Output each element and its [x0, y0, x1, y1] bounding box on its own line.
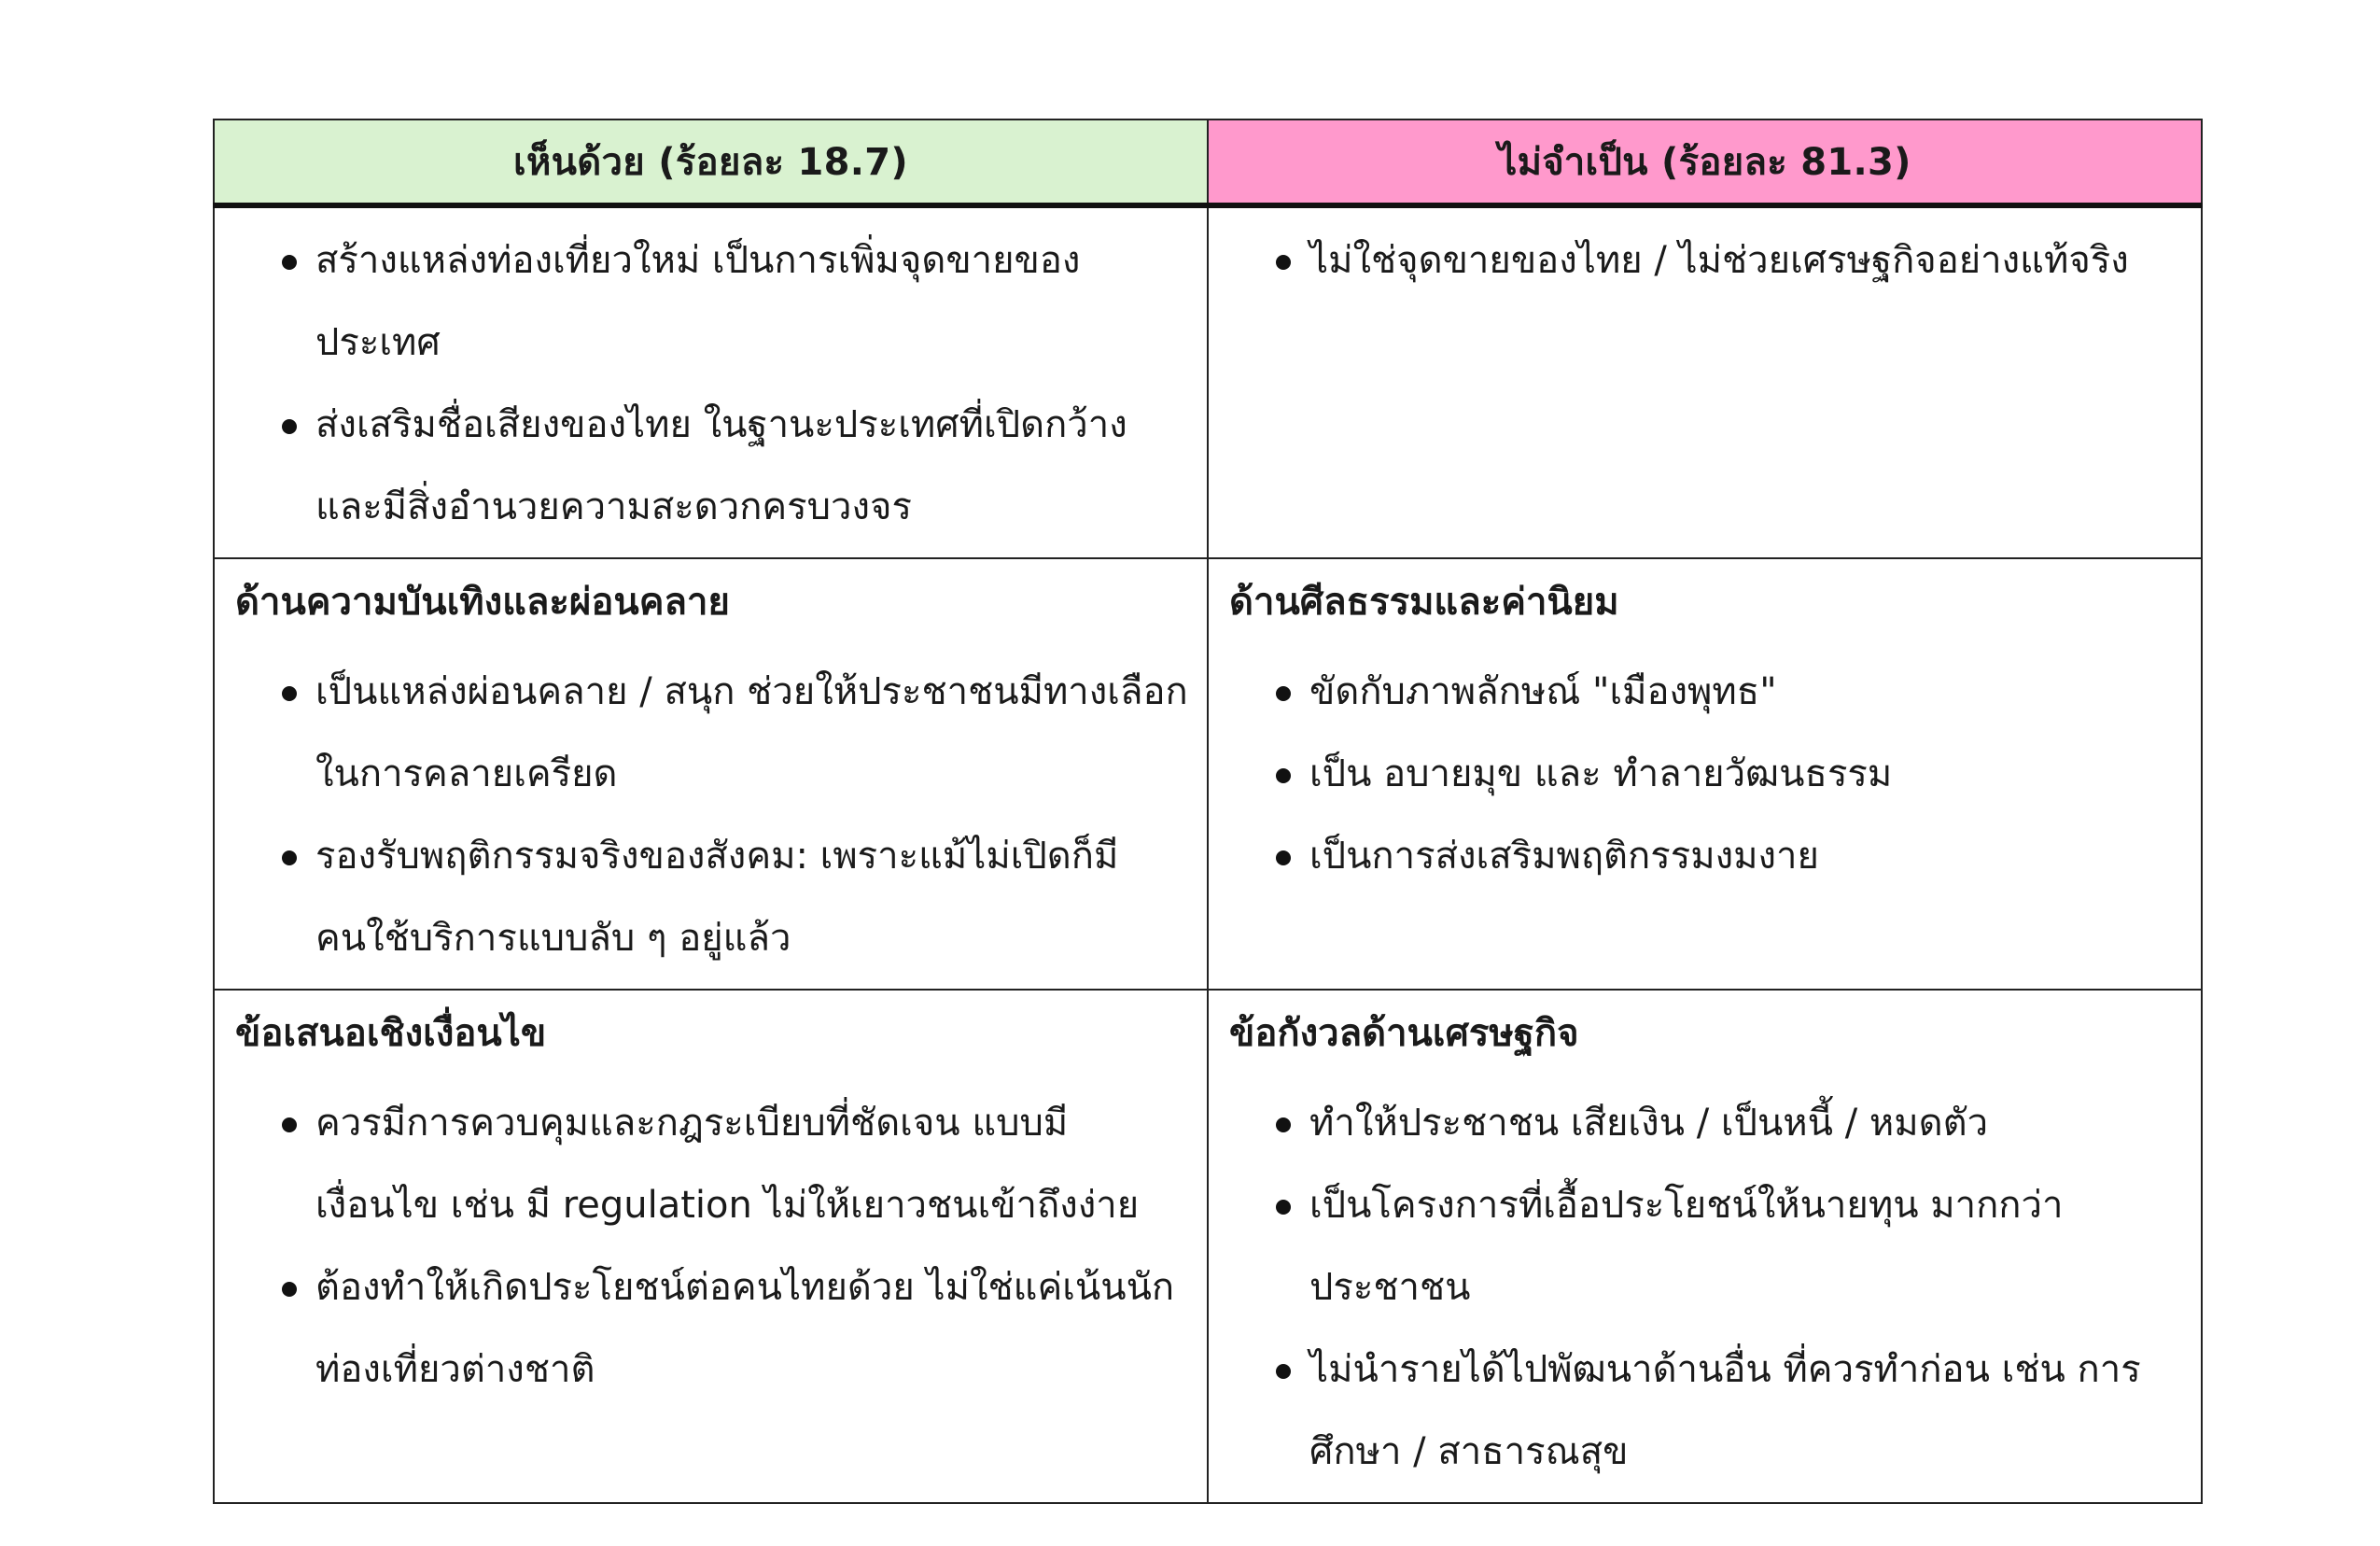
bullet-list	[1229, 219, 2182, 302]
cell-agree	[214, 990, 1208, 1503]
cell-content	[215, 991, 1207, 1420]
table-body	[214, 205, 2202, 1503]
section-heading: ข้อกังวลด้านเศรษฐกิจ	[1229, 1012, 1579, 1055]
header-row	[214, 119, 2202, 205]
list-item: ไม่ใช่จุดขายของไทย / ไม่ช่วยเศรษฐกิจอย่างแท้จริง	[1272, 219, 2182, 302]
list-item: ขัดกับภาพลักษณ์ "เมืองพุทธ"	[1272, 651, 2182, 733]
cell-agree	[214, 558, 1208, 990]
cell-content	[215, 208, 1207, 557]
table-row	[214, 558, 2202, 990]
list-item: เป็นการส่งเสริมพฤติกรรมงมงาย	[1272, 815, 2182, 897]
opinion-table	[213, 119, 2203, 1504]
bullet-list	[1229, 651, 2182, 897]
list-item: เป็นโครงการที่เอื้อประโยชน์ให้นายทุน มากกว่าประชาชน	[1272, 1164, 2182, 1328]
cell-disagree	[1208, 205, 2202, 558]
header-disagree: ไม่จำเป็น (ร้อยละ 81.3)	[1208, 119, 2202, 205]
cell-content	[215, 559, 1207, 989]
list-item: ส่งเสริมชื่อเสียงของไทย ในฐานะประเทศที่เปิดกว้างและมีสิ่งอำนวยความสะดวกครบวงจร	[278, 384, 1188, 548]
list-item: สร้างแหล่งท่องเที่ยวใหม่ เป็นการเพิ่มจุดขายของประเทศ	[278, 219, 1188, 384]
list-item: ต้องทำให้เกิดประโยชน์ต่อคนไทยด้วย ไม่ใช่แค่เน้นนักท่องเที่ยวต่างชาติ	[278, 1246, 1188, 1411]
list-item: ไม่นำรายได้ไปพัฒนาด้านอื่น ที่ควรทำก่อน เช่น การศึกษา / สาธารณสุข	[1272, 1328, 2182, 1493]
list-item: เป็น อบายมุข และ ทำลายวัฒนธรรม	[1272, 733, 2182, 815]
section-heading: ด้านศีลธรรมและค่านิยม	[1229, 581, 1619, 624]
cell-content	[1209, 559, 2201, 907]
section-heading: ด้านความบันเทิงและผ่อนคลาย	[235, 581, 730, 624]
section-heading: ข้อเสนอเชิงเงื่อนไข	[235, 1012, 547, 1055]
list-item: รองรับพฤติกรรมจริงของสังคม: เพราะแม้ไม่เปิดก็มีคนใช้บริการแบบลับ ๆ อยู่แล้ว	[278, 815, 1188, 979]
cell-content	[1209, 991, 2201, 1502]
list-item: ทำให้ประชาชน เสียเงิน / เป็นหนี้ / หมดตัว	[1272, 1082, 2182, 1164]
table-row	[214, 990, 2202, 1503]
list-item: ควรมีการควบคุมและกฎระเบียบที่ชัดเจน แบบมีเงื่อนไข เช่น มี regulation ไม่ให้เยาวชนเข้าถึงง่าย	[278, 1082, 1188, 1246]
bullet-list	[235, 1082, 1188, 1411]
cell-agree	[214, 205, 1208, 558]
bullet-list	[235, 651, 1188, 979]
table-row	[214, 205, 2202, 558]
cell-disagree	[1208, 558, 2202, 990]
list-item: เป็นแหล่งผ่อนคลาย / สนุก ช่วยให้ประชาชนมีทางเลือกในการคลายเครียด	[278, 651, 1188, 815]
bullet-list	[235, 219, 1188, 548]
cell-content	[1209, 208, 2201, 311]
cell-disagree	[1208, 990, 2202, 1503]
header-agree: เห็นด้วย (ร้อยละ 18.7)	[214, 119, 1208, 205]
bullet-list	[1229, 1082, 2182, 1493]
